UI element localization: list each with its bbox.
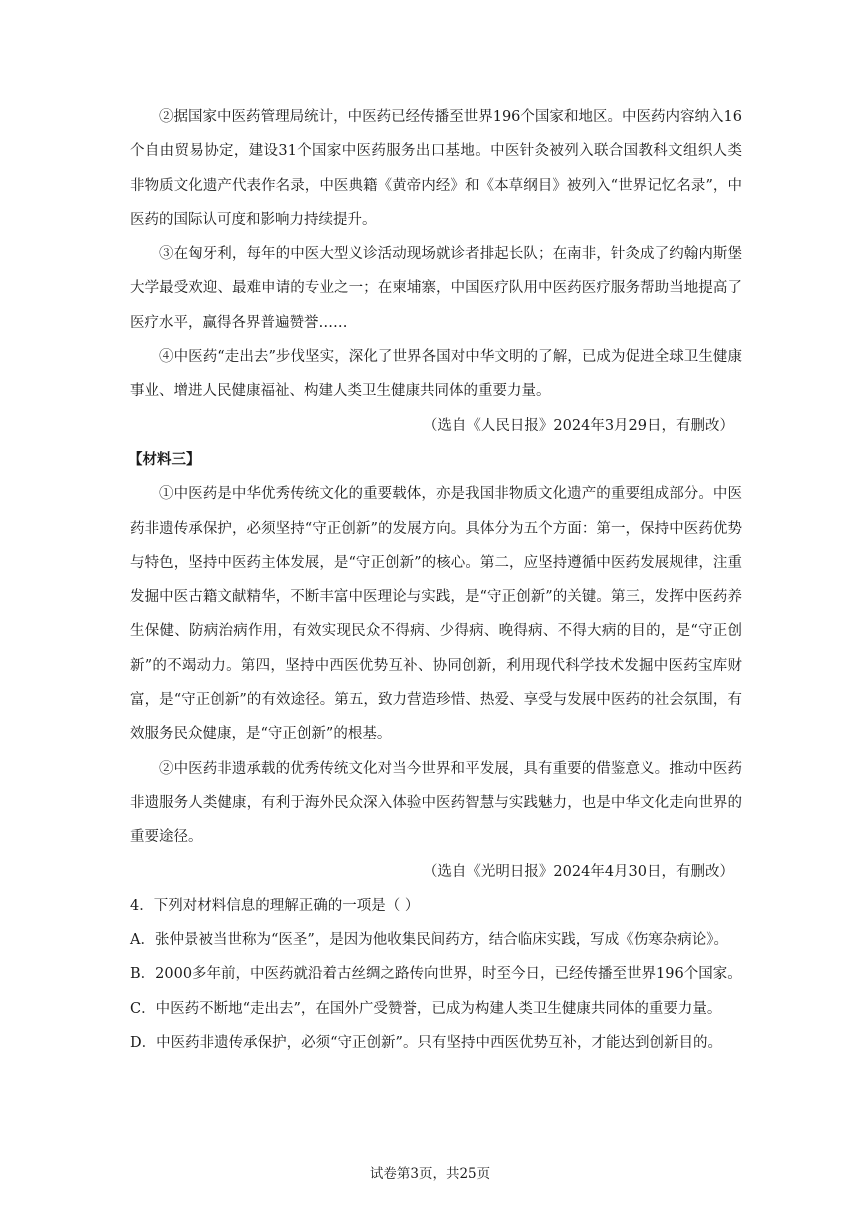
material3-paragraph-1: ①中医药是中华优秀传统文化的重要载体，亦是我国非物质文化遗产的重要组成部分。中医药非遗传承保护，必须坚持“守正创新”的发展方向。具体分为五个方面：第一，保持中医药优势与特色，坚持中医药主体发展，是“守正创新”的核心。第二，应坚持遵循中医药发展规律，注重发掘中医古籍文献精华，不断丰富中医理论与实践，是“守正创新”的关键。第三，发挥中医药养生保健、防病治病作用，有效实现民众不得病、少得病、晚得病、不得大病的目的，是“守正创新”的不竭动力。第四，坚持中西医优势互补、协同创新，利用现代科学技术发掘中医药宝库财富，是“守正创新”的有效途径。第五，致力营造珍惜、热爱、享受与发展中医药的社会氛围，有效服务民众健康，是“守正创新”的根基。 <box>130 486 742 743</box>
material3-paragraph-2: ②中医药非遗承载的优秀传统文化对当今世界和平发展，具有重要的借鉴意义。推动中医药非遗服务人类健康，有利于海外民众深入体验中医药智慧与实践魅力，也是中华文化走向世界的重要途径。 <box>130 760 742 846</box>
question-stem: 4．下列对材料信息的理解正确的一项是（ ） <box>130 897 420 914</box>
material3-heading: 【材料三】 <box>128 450 201 468</box>
material2-paragraph-3: ③在匈牙利，每年的中医大型义诊活动现场就诊者排起长队；在南非，针灸成了约翰内斯堡大学最受欢迎、最难申请的专业之一；在柬埔寨，中国医疗队用中医药医疗服务帮助当地提高了医疗水平，赢得各界普遍赞誉…… <box>130 246 742 331</box>
page-footer: 试卷第3页，共25页 <box>369 1166 491 1182</box>
material2-paragraph-2: ②据国家中医药管理局统计，中医药已经传播至世界196个国家和地区。中医药内容纳入16个自由贸易协定，建设31个国家中医药服务出口基地。中医针灸被列入联合国教科文组织人类非物质文化遗产代表作名录，中医典籍《黄帝内经》和《本草纲目》被列入“世界记忆名录”，中医药的国际认可度和影响力持续提升。 <box>130 109 742 228</box>
option-d: D．中医药非遗传承保护，必须“守正创新”。只有坚持中西医优势互补，才能达到创新目的。 <box>130 1035 722 1052</box>
option-a: A．张仲景被当世称为“医圣”，是因为他收集民间药方，结合临床实践，写成《伤寒杂病论》。 <box>130 932 729 949</box>
document-body <box>130 100 742 1060</box>
option-c: C．中医药不断地“走出去”，在国外广受赞誉，已成为构建人类卫生健康共同体的重要力量。 <box>130 1000 722 1017</box>
option-b: B．2000多年前，中医药就沿着古丝绸之路传向世界，时至今日，已经传播至世界196个国家。 <box>130 966 742 983</box>
material3-source: （选自《光明日报》2024年4月30日，有删改） <box>422 863 734 880</box>
material2-paragraph-4: ④中医药“走出去”步伐坚实，深化了世界各国对中华文明的了解，已成为促进全球卫生健康事业、增进人民健康福祉、构建人类卫生健康共同体的重要力量。 <box>130 349 742 400</box>
material2-source: （选自《人民日报》2024年3月29日，有删改） <box>422 417 734 434</box>
